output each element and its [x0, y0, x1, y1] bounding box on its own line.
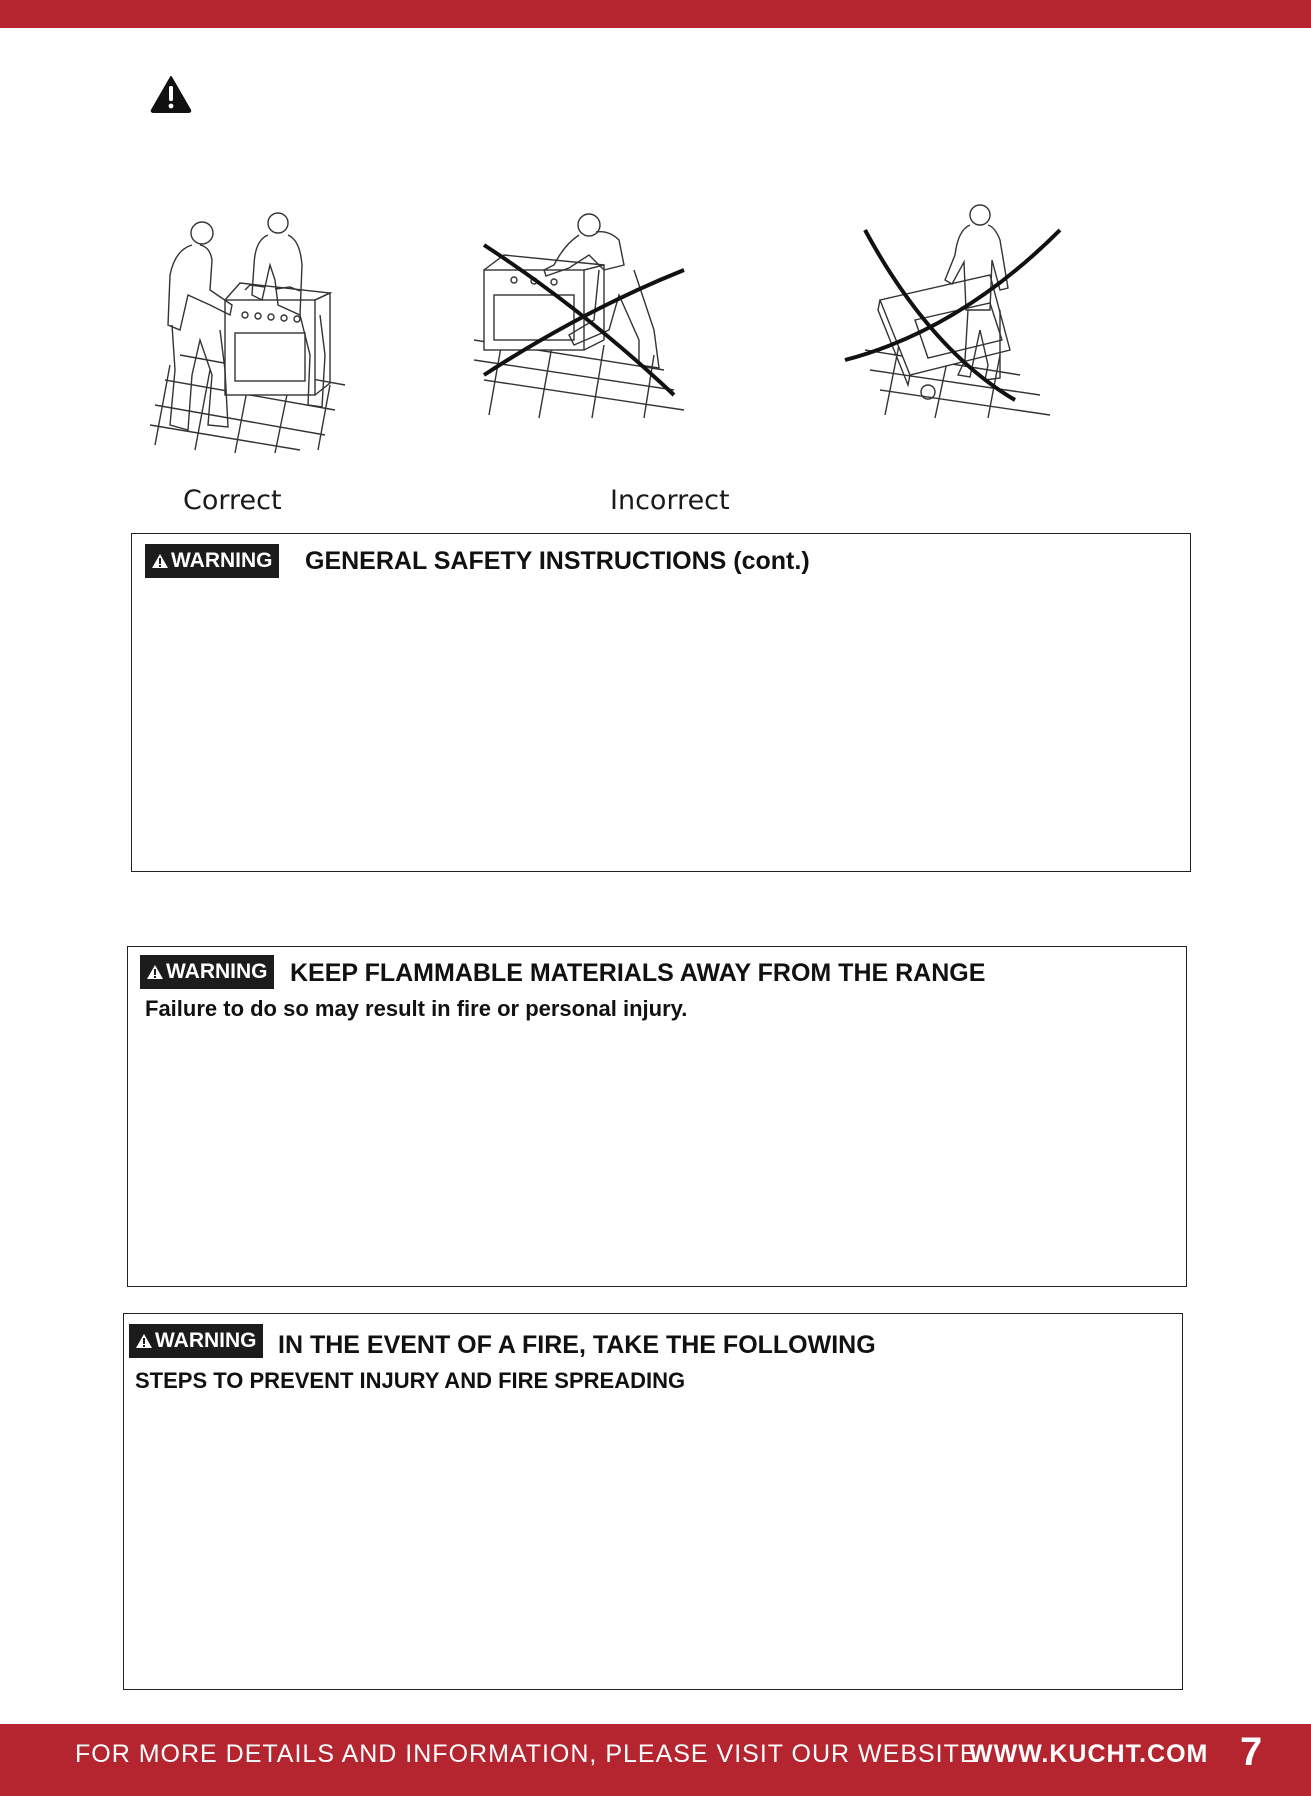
incorrect-caption: Incorrect [610, 485, 730, 516]
warning-badge-label: WARNING [166, 960, 268, 983]
warning-triangle-icon [135, 1333, 153, 1349]
warning-badge-label: WARNING [155, 1329, 257, 1352]
incorrect-tilting-illustration [840, 200, 1070, 425]
top-banner [0, 0, 1311, 28]
warning-badge [129, 1324, 263, 1358]
website-link[interactable]: WWW.KUCHT.COM [969, 1740, 1209, 1768]
warning-badge [140, 955, 274, 989]
warning-triangle-icon [146, 964, 164, 980]
fire-event-subtitle: STEPS TO PREVENT INJURY AND FIRE SPREADING [135, 1368, 686, 1393]
warning-badge [145, 544, 279, 578]
warning-triangle-icon [150, 75, 192, 113]
fire-event-title: IN THE EVENT OF A FIRE, TAKE THE FOLLOWING [278, 1331, 876, 1359]
warning-triangle-icon [151, 553, 169, 569]
general-safety-title: GENERAL SAFETY INSTRUCTIONS (cont.) [305, 547, 810, 575]
correct-caption: Correct [183, 485, 282, 516]
flammable-materials-subtitle: Failure to do so may result in fire or personal injury. [145, 996, 688, 1021]
page-number: 7 [1240, 1730, 1263, 1774]
flammable-materials-title: KEEP FLAMMABLE MATERIALS AWAY FROM THE RANGE [290, 959, 986, 987]
warning-badge-label: WARNING [171, 549, 273, 572]
incorrect-pushing-illustration [474, 210, 689, 420]
footer-text: FOR MORE DETAILS AND INFORMATION, PLEASE VISIT OUR WEBSITE [75, 1740, 978, 1768]
general-safety-warning-box [131, 533, 1191, 872]
correct-lifting-illustration [150, 205, 350, 455]
